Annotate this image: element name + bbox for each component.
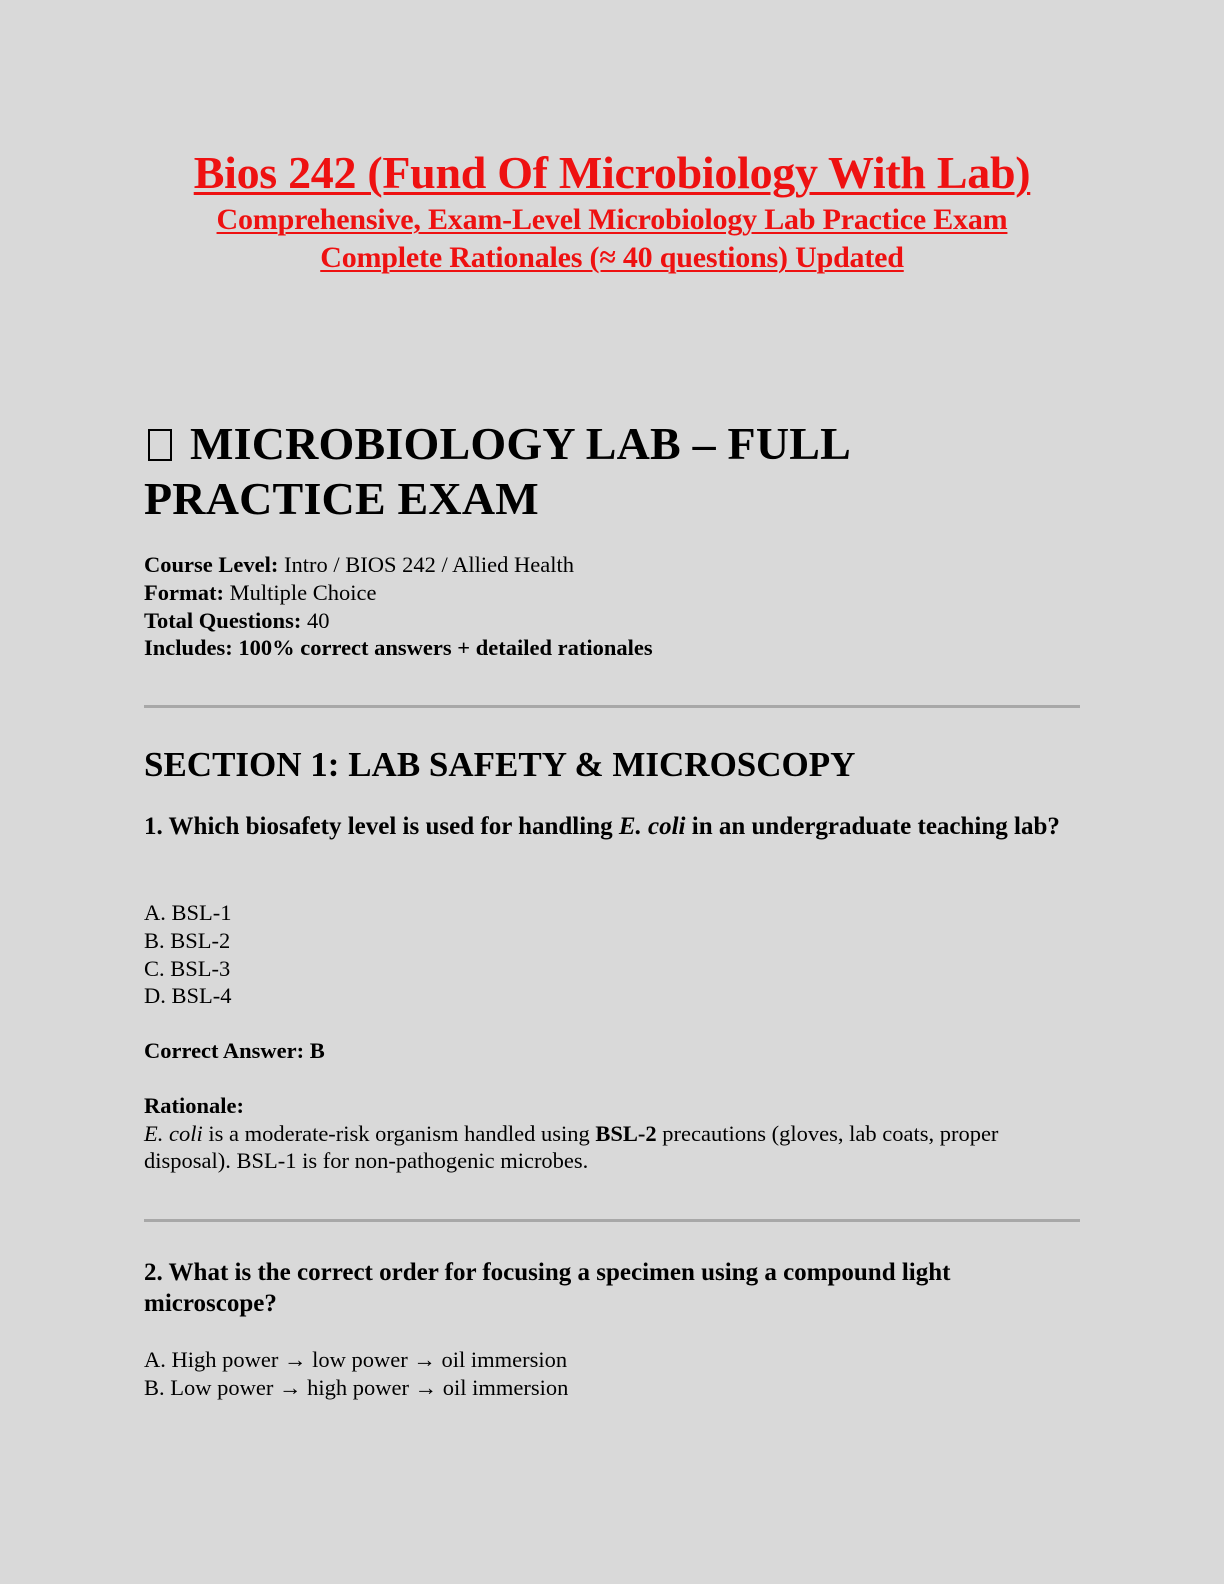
question-1-options — [144, 899, 1080, 1010]
document-title: Bios 242 (Fund Of Microbiology With Lab) — [193, 147, 1031, 198]
question-2-option-b: B. Low power → high power → oil immersion — [144, 1374, 569, 1400]
exam-heading-line-2: PRACTICE EXAM — [144, 473, 539, 524]
meta-total-value: 40 — [301, 607, 330, 633]
question-2-option-a: A. High power → low power → oil immersion — [144, 1347, 568, 1372]
document-title-block — [0, 145, 1224, 277]
question-1-option-d: D. BSL-4 — [144, 983, 232, 1009]
question-1-organism: E. coli — [618, 813, 686, 840]
meta-format-label: Format: — [144, 579, 224, 605]
question-1-option-b: B. BSL-2 — [144, 927, 231, 953]
question-1-prefix: 1. Which biosafety level is used for handling — [144, 813, 619, 840]
question-2: 2. What is the correct order for focusing a specimen using a compound light microscope? — [144, 1259, 951, 1317]
question-2-options — [144, 1346, 1080, 1402]
meta-includes — [144, 634, 1080, 662]
section-heading: SECTION 1: LAB SAFETY & MICROSCOPY — [144, 745, 856, 784]
question-1-suffix: in an undergraduate teaching lab? — [685, 813, 1060, 840]
exam-heading — [144, 416, 1080, 526]
rationale-organism: E. coli — [144, 1120, 203, 1146]
rationale-text-1: is a moderate-risk organism handled using — [202, 1120, 596, 1146]
meta-course-level-value: Intro / BIOS 242 / Allied Health — [278, 552, 574, 577]
meta-course-level-label: Course Level: — [144, 552, 279, 577]
rationale-bsl2: BSL-2 — [595, 1120, 657, 1146]
missing-glyph-box-icon — [148, 429, 172, 461]
exam-heading-line-1: MICROBIOLOGY LAB – FULL — [190, 418, 852, 469]
question-1-option-a: A. BSL-1 — [144, 900, 232, 925]
meta-includes-text: Includes: 100% correct answers + detailed rationales — [144, 635, 653, 661]
question-1-correct-answer: Correct Answer: B — [144, 1038, 325, 1063]
exam-meta — [144, 551, 1080, 662]
divider — [144, 1219, 1080, 1222]
document-subtitle-line-1: Comprehensive, Exam-Level Microbiology Lab Practice Exam — [216, 203, 1008, 236]
meta-total-questions — [144, 607, 1080, 635]
meta-format — [144, 579, 1080, 607]
question-1 — [144, 811, 1080, 842]
question-1-rationale — [144, 1092, 1080, 1175]
question-1-option-c: C. BSL-3 — [144, 955, 231, 981]
document-subtitle-line-2: Complete Rationales (≈ 40 questions) Updated — [320, 241, 904, 274]
rationale-text-2: precautions (gloves, lab coats, proper disposal). BSL-1 is for non-pathogenic microbes. — [144, 1120, 999, 1173]
meta-course-level — [144, 551, 1080, 579]
divider — [144, 705, 1080, 708]
meta-total-label: Total Questions: — [144, 607, 302, 633]
rationale-label: Rationale: — [144, 1093, 244, 1118]
meta-format-value: Multiple Choice — [223, 579, 377, 605]
